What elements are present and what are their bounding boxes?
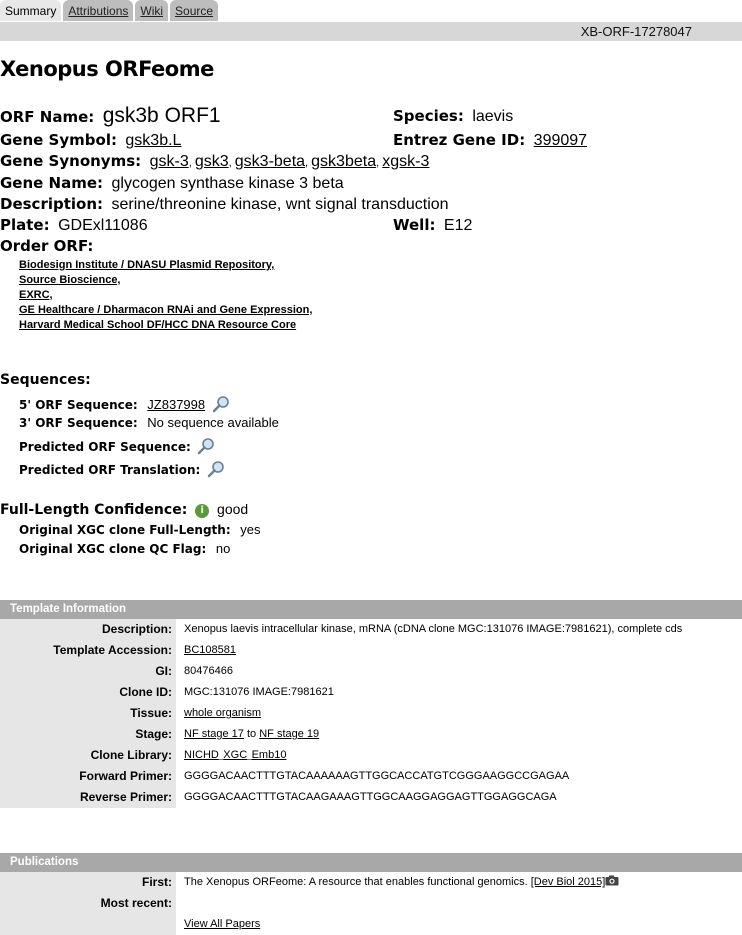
magnifier-icon[interactable] [211,395,231,413]
tab-attributions[interactable]: Attributions [63,0,133,21]
gene-symbol-field [0,131,181,150]
clone-library-link[interactable]: Emb10 [251,749,287,761]
table-row [0,640,742,661]
page-title: Xenopus ORFeome [0,57,214,81]
gene-name-value: glycogen synthase kinase 3 beta [111,175,344,192]
confidence-value: good [217,501,249,517]
three-prime-value: No sequence available [147,415,279,430]
table-row [0,914,742,935]
table-row [0,661,742,682]
table-row [0,872,742,893]
sequences-heading: Sequences: [0,372,91,388]
table-row [0,745,742,766]
predicted-trans-label: Predicted ORF Translation: [19,463,201,477]
xgc-qc-label: Original XGC clone QC Flag: [19,542,207,556]
gene-synonyms-field [0,152,429,171]
table-row [0,787,742,808]
xgc-full-length-label: Original XGC clone Full-Length: [19,523,231,537]
template-info-table [0,600,742,808]
stage-value [176,724,319,745]
clone-library-link[interactable]: XGC [223,749,248,761]
order-orf-label: Order ORF: [0,237,94,255]
tab-summary[interactable]: Summary [0,0,61,21]
record-id: XB-ORF-17278047 [580,24,692,39]
synonym-link[interactable]: gsk3-beta [234,153,306,170]
most-recent-value [176,893,184,914]
row-label: Tissue: [0,703,176,724]
predicted-trans-row [19,460,226,478]
table-row [0,619,742,640]
first-publication [176,872,619,893]
gene-synonyms-label: Gene Synonyms: [0,152,142,170]
order-link-source-bioscience[interactable]: Source Bioscience, [19,274,121,286]
camera-icon[interactable] [605,875,619,886]
gene-symbol-label: Gene Symbol: [0,131,117,149]
stage-to-link[interactable]: NF stage 19 [259,728,320,740]
publications-header: Publications [0,853,742,872]
synonym-link[interactable]: gsk3 [194,153,229,170]
row-label: GI: [0,661,176,682]
row-label: Forward Primer: [0,766,176,787]
gi-value: 80476466 [184,665,233,677]
row-label-empty [0,914,176,935]
row-label: Reverse Primer: [0,787,176,808]
tab-bar [0,0,220,22]
confidence-row [0,501,248,518]
row-label: Most recent: [0,893,176,914]
xgc-qc-row [19,541,230,556]
order-link-dnasu[interactable]: Biodesign Institute / DNASU Plasmid Repository, [19,259,275,271]
order-links [19,258,312,333]
description-value: serine/threonine kinase, wnt signal transduction [111,196,449,213]
confidence-label: Full-Length Confidence: [0,502,188,518]
tab-wiki[interactable]: Wiki [135,0,168,21]
row-label: Clone ID: [0,682,176,703]
order-orf-field [0,237,93,256]
tissue-link[interactable]: whole organism [184,707,262,719]
xgc-full-length-row [19,522,261,537]
well-field [393,216,472,235]
plate-value: GDExl11086 [58,217,148,234]
orf-name-value: gsk3b ORF1 [102,104,221,127]
record-id-bar [0,22,742,41]
three-prime-label: 3' ORF Sequence: [19,416,138,430]
row-label: Stage: [0,724,176,745]
entrez-link[interactable]: 399097 [533,132,588,149]
five-prime-label: 5' ORF Sequence: [19,398,138,412]
xgc-full-length-value: yes [240,522,261,537]
table-row [0,766,742,787]
description-label: Description: [0,195,104,213]
row-label: Clone Library: [0,745,176,766]
view-all-papers-link[interactable]: View All Papers [184,918,261,930]
gene-synonyms-list: gsk-3, gsk3, gsk3-beta, gsk3beta, xgsk-3 [149,153,430,170]
well-value: E12 [443,217,473,234]
gene-name-label: Gene Name: [0,174,104,192]
template-description: Xenopus laevis intracellular kinase, mRNA (cDNA clone MGC:131076 IMAGE:7981621), complete cds [184,623,683,635]
well-label: Well: [393,216,436,234]
table-row [0,682,742,703]
synonym-link[interactable]: xgsk-3 [382,153,430,170]
clone-library-value: NICHD_XGC_Emb10 [184,749,287,761]
row-label: First: [0,872,176,893]
order-link-exrc[interactable]: EXRC, [19,289,53,301]
entrez-field [393,131,587,150]
orf-name-field [0,104,221,128]
publications-table [0,853,742,935]
template-accession-link[interactable]: BC108581 [184,644,236,656]
tab-source[interactable]: Source [170,0,218,21]
stage-to-word: to [246,728,257,740]
table-row [0,703,742,724]
species-value: laevis [472,108,514,125]
first-publication-title: The Xenopus ORFeome: A resource that enables functional genomics. [184,876,528,888]
species-field [393,107,513,126]
species-label: Species: [393,107,464,125]
xgc-qc-value: no [215,541,231,556]
info-icon[interactable]: i [195,504,209,518]
order-link-harvard[interactable]: Harvard Medical School DF/HCC DNA Resource Core [19,319,297,331]
five-prime-row [19,395,231,413]
table-row [0,893,742,914]
plate-field [0,216,148,235]
gene-symbol-link[interactable]: gsk3b.L [125,132,182,149]
row-label: Template Accession: [0,640,176,661]
first-publication-link[interactable]: [Dev Biol 2015] [530,876,606,888]
description-field [0,195,449,214]
forward-primer-value: GGGGACAACTTTGTACAAAAAAGTTGGCACCATGTCGGGAAGGCCGAGAA [184,770,570,782]
magnifier-icon[interactable] [206,460,226,478]
five-prime-link[interactable]: JZ837998 [147,397,206,412]
clone-library-link[interactable]: NICHD [184,749,219,761]
three-prime-row [19,415,279,430]
entrez-label: Entrez Gene ID: [393,131,526,149]
synonym-link[interactable]: gsk3beta [311,153,377,170]
synonym-link[interactable]: gsk-3 [149,153,189,170]
predicted-seq-label: Predicted ORF Sequence: [19,440,191,454]
plate-label: Plate: [0,216,50,234]
gene-name-field [0,174,344,193]
magnifier-icon[interactable] [196,437,216,455]
row-label: Description: [0,619,176,640]
predicted-seq-row [19,437,216,455]
table-row [0,724,742,745]
stage-from-link[interactable]: NF stage 17 [184,728,244,740]
clone-id-value: MGC:131076 IMAGE:7981621 [184,686,334,698]
reverse-primer-value: GGGGACAACTTTGTACAAGAAAGTTGGCAAGGAGGAGTTGGAGGCAGA [184,791,557,803]
template-info-header: Template Information [0,600,742,619]
orf-name-label: ORF Name: [0,108,95,126]
order-link-dharmacon[interactable]: GE Healthcare / Dharmacon RNAi and Gene Expression, [19,304,313,316]
